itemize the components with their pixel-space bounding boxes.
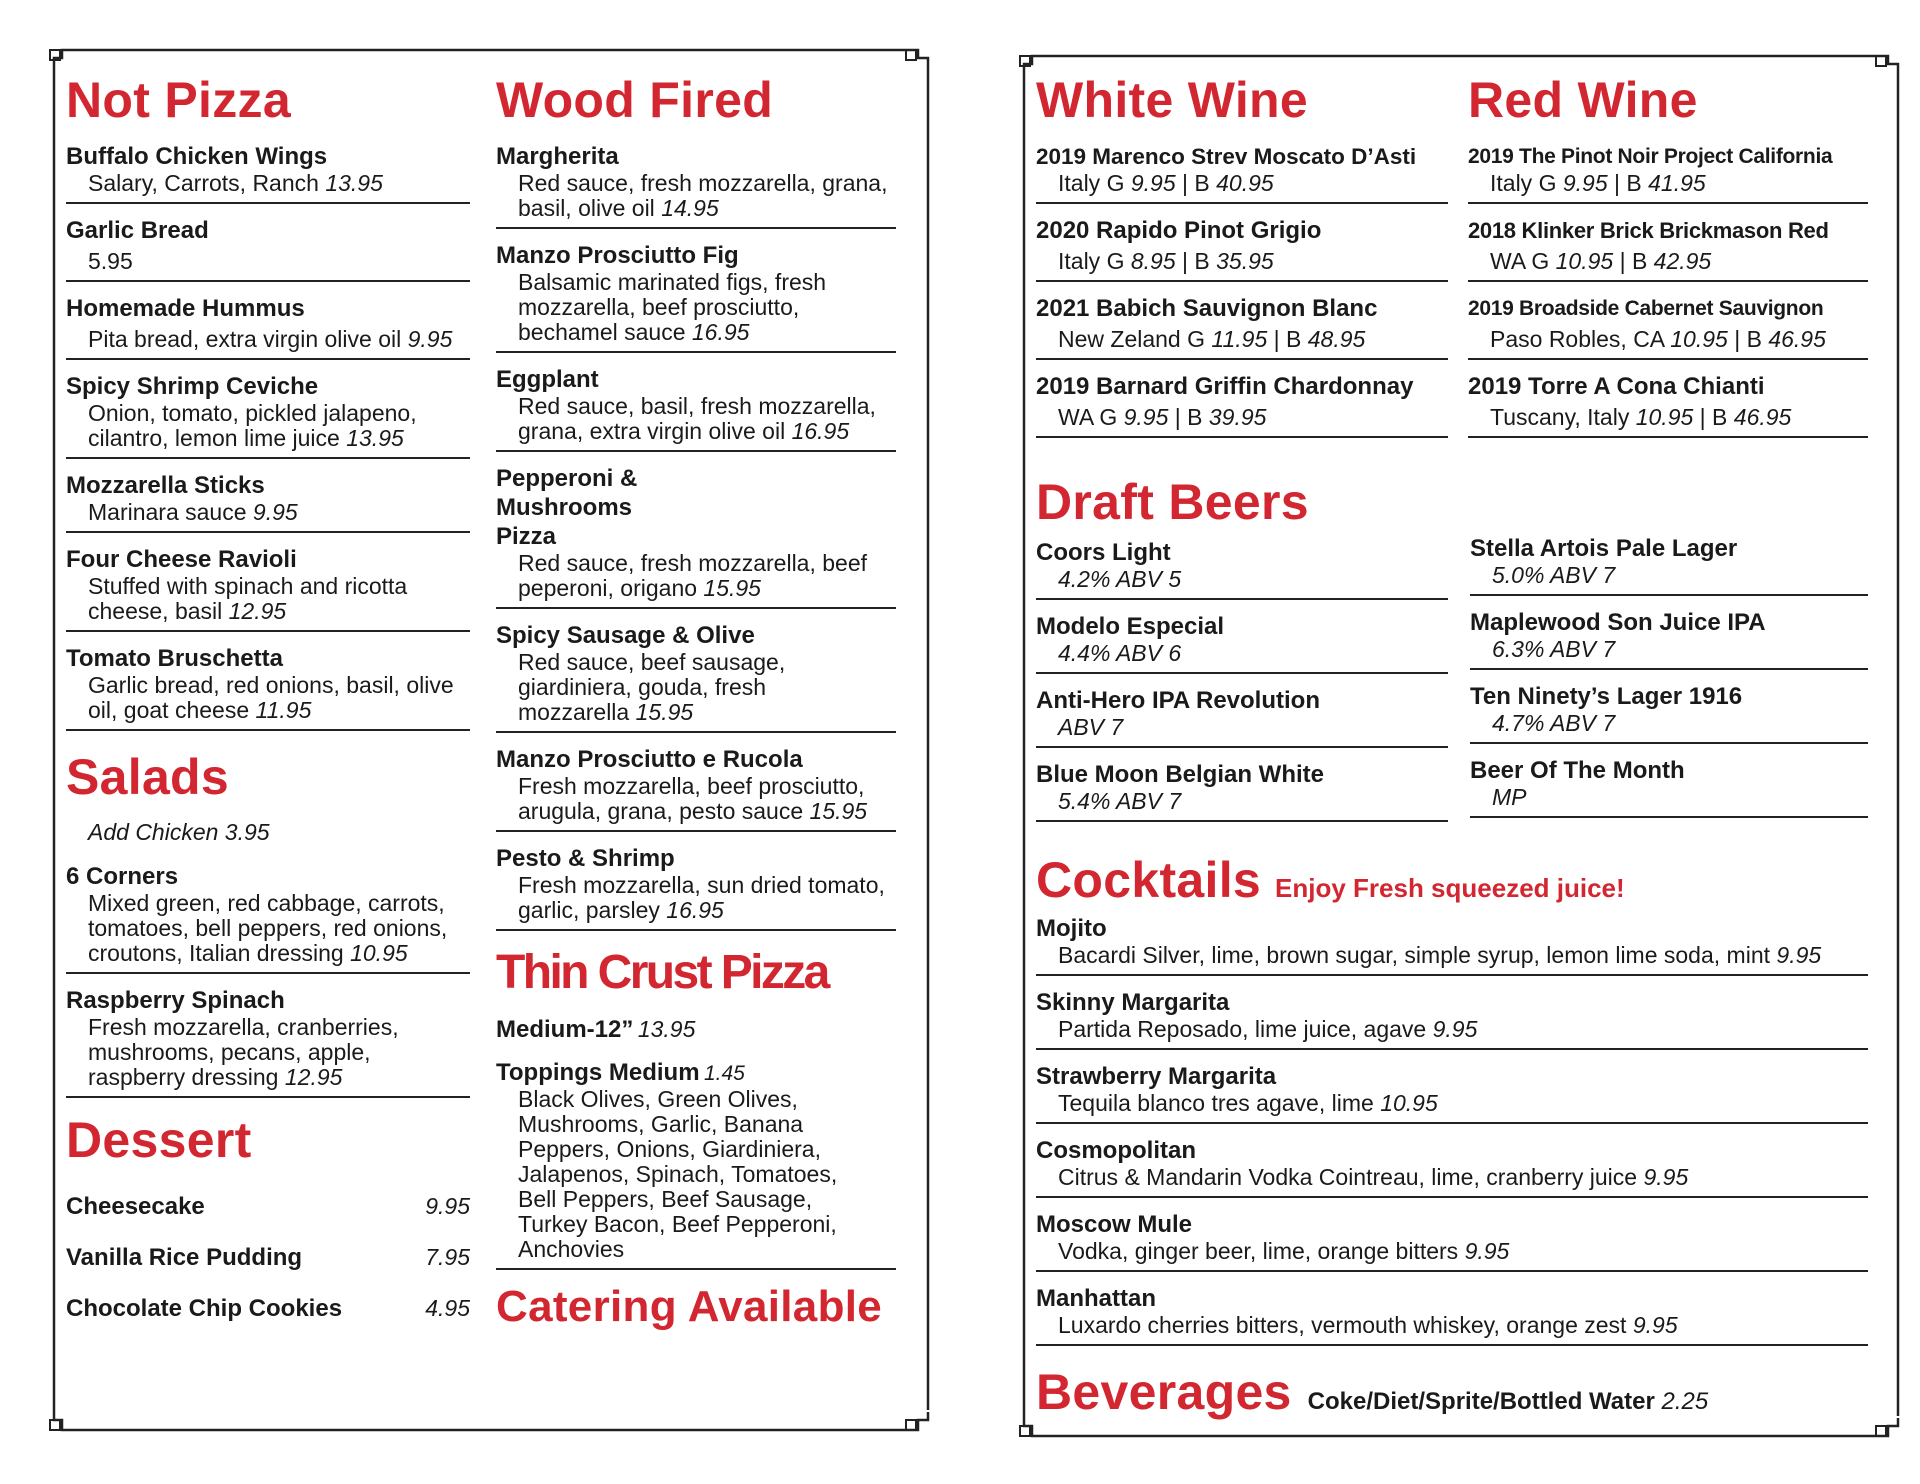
item-price: 15.95: [703, 575, 761, 601]
section-title-thin-crust: Thin Crust Pizza: [496, 946, 828, 999]
item-price: 9.95: [407, 326, 453, 352]
divider: [1470, 816, 1868, 818]
item-price: 10.95: [1380, 1090, 1438, 1116]
medium-size-label: Medium-12”: [496, 1016, 634, 1043]
beer-detail: 4.4% ABV 6: [1058, 640, 1182, 666]
item-price: 13.95: [325, 170, 383, 196]
item-price: 10.95: [350, 940, 408, 966]
wine-prices: New Zeland G 11.95 | B 48.95: [1058, 326, 1366, 352]
item-name: Cheesecake: [66, 1193, 205, 1220]
item-price: 5.95: [88, 248, 133, 274]
section-title-cocktails: Cocktails: [1036, 852, 1262, 908]
item-price: 15.95: [635, 699, 694, 725]
item-desc: Red sauce, basil, fresh mozzarella, grana, extra virgin olive oil 16.95: [518, 393, 876, 444]
item-desc: Marinara sauce 9.95: [88, 499, 298, 525]
wine-prices: Tuscany, Italy 10.95 | B 46.95: [1490, 404, 1792, 430]
wine-item: [1468, 294, 1868, 360]
item-price: 16.95: [691, 319, 750, 345]
item-price: 14.95: [661, 195, 719, 221]
dessert-row: [66, 1243, 470, 1272]
item-name: Modelo Especial: [1036, 613, 1225, 640]
item-price: 4.95: [425, 1295, 470, 1321]
item-name: Buffalo Chicken Wings: [66, 143, 328, 170]
menu-item: [66, 372, 470, 459]
wine-prices: WA G 9.95 | B 39.95: [1058, 404, 1267, 430]
beer-item: [1470, 682, 1868, 744]
item-price: 7.95: [425, 1244, 470, 1270]
wine-prices: Paso Robles, CA 10.95 | B 46.95: [1490, 326, 1826, 352]
col-white-wine: [1036, 72, 1448, 450]
item-name: Mojito: [1036, 915, 1107, 942]
cocktail-item: [1036, 1062, 1868, 1124]
item-name: Skinny Margarita: [1036, 989, 1230, 1016]
item-name: 2021 Babich Sauvignon Blanc: [1036, 295, 1378, 322]
item-price: 9.95: [425, 1193, 470, 1219]
item-name: Homemade Hummus: [66, 295, 305, 322]
beer-item: [1470, 756, 1868, 824]
menu-item: [496, 844, 896, 931]
item-price: 12.95: [284, 1064, 343, 1090]
item-desc: Tequila blanco tres agave, lime 10.95: [1058, 1090, 1438, 1116]
item-name: Raspberry Spinach: [66, 987, 285, 1014]
item-price: 9.95: [1632, 1312, 1678, 1338]
item-name: 2019 Torre A Cona Chianti: [1468, 373, 1765, 400]
cocktail-item: [1036, 1284, 1868, 1346]
item-price: 13.95: [346, 425, 404, 451]
item-name: Coors Light: [1036, 539, 1171, 566]
item-name: 2019 Barnard Griffin Chardonnay: [1036, 373, 1414, 400]
not-pizza-list: [66, 142, 470, 731]
wine-prices: Italy G 9.95 | B 41.95: [1490, 170, 1706, 196]
col-wood-fired: [496, 72, 896, 1332]
item-name: Chocolate Chip Cookies: [66, 1295, 343, 1322]
item-name: Ten Ninety’s Lager 1916: [1470, 683, 1743, 710]
item-price: 16.95: [791, 418, 850, 444]
menu-item: [66, 471, 470, 533]
beer-detail: 5.0% ABV 7: [1492, 562, 1616, 588]
menu-item: [66, 216, 470, 282]
toppings-label: Toppings Medium: [496, 1059, 700, 1086]
item-name: Moscow Mule: [1036, 1211, 1193, 1238]
menu-item: [66, 986, 470, 1098]
section-title-dessert: Dessert: [66, 1112, 252, 1168]
item-name: 2019 Broadside Cabernet Sauvignon: [1468, 297, 1824, 320]
item-price: 9.95: [1643, 1164, 1689, 1190]
item-name: Pepperoni & Mushrooms Pizza: [496, 465, 638, 550]
item-name: Garlic Bread: [66, 217, 209, 244]
beer-detail: ABV 7: [1058, 714, 1124, 740]
item-price: 9.95: [1464, 1238, 1510, 1264]
catering-available: Catering Available: [496, 1282, 883, 1331]
beer-item: [1036, 760, 1448, 822]
item-desc: Mixed green, red cabbage, carrots, tomatoes, bell peppers, red onions, croutons, Italian dressing 10.95: [88, 890, 448, 966]
item-name: 2019 The Pinot Noir Project California: [1468, 145, 1833, 168]
item-desc: Vodka, ginger beer, lime, orange bitters 9.95: [1058, 1238, 1510, 1264]
wine-item: [1468, 142, 1868, 204]
beer-detail: 5.4% ABV 7: [1058, 788, 1182, 814]
salads-note: Add Chicken 3.95: [88, 819, 270, 845]
dessert-row: [66, 1192, 470, 1221]
item-name: 2020 Rapido Pinot Grigio: [1036, 217, 1322, 244]
section-title-beverages: Beverages: [1036, 1364, 1292, 1420]
item-name: Strawberry Margarita: [1036, 1063, 1277, 1090]
item-price: 9.95: [252, 499, 298, 525]
cocktail-item: [1036, 914, 1868, 976]
item-desc: Citrus & Mandarin Vodka Cointreau, lime, cranberry juice 9.95: [1058, 1164, 1689, 1190]
beer-col-right: [1470, 534, 1868, 836]
cocktail-item: [1036, 1210, 1868, 1272]
item-desc: Salary, Carrots, Ranch 13.95: [88, 170, 383, 196]
item-desc: Bacardi Silver, lime, brown sugar, simple syrup, lemon lime soda, mint 9.95: [1058, 942, 1822, 968]
menu-item: [66, 545, 470, 632]
draft-beers-section: [1036, 474, 1868, 836]
item-name: 6 Corners: [66, 863, 179, 890]
beer-item: [1470, 608, 1868, 670]
item-name: Spicy Sausage & Olive: [496, 622, 755, 649]
item-desc: Fresh mozzarella, cranberries, mushrooms, pecans, apple, raspberry dressing 12.95: [88, 1014, 399, 1090]
item-name: Pesto & Shrimp: [496, 845, 675, 872]
beverages-list: Coke/Diet/Sprite/Bottled Water 2.25: [1307, 1388, 1709, 1415]
item-desc: Partida Reposado, lime juice, agave 9.95: [1058, 1016, 1478, 1042]
item-desc: Onion, tomato, pickled jalapeno, cilantro, lemon lime juice 13.95: [88, 400, 417, 451]
menu-item: [66, 862, 470, 974]
toppings-price: 1.45: [703, 1062, 745, 1085]
section-title-not-pizza: Not Pizza: [66, 72, 291, 128]
cocktails-header: [1036, 852, 1868, 914]
item-name: 2019 Marenco Strev Moscato D’Asti: [1036, 144, 1417, 169]
item-desc: Fresh mozzarella, beef prosciutto, arugula, grana, pesto sauce 15.95: [518, 773, 868, 824]
dessert-row: [66, 1294, 470, 1323]
wine-prices: Italy G 9.95 | B 40.95: [1058, 170, 1274, 196]
item-name: Cosmopolitan: [1036, 1137, 1196, 1164]
item-name: Anti-Hero IPA Revolution: [1036, 687, 1320, 714]
item-price: 9.95: [1776, 942, 1822, 968]
beer-item: [1036, 686, 1448, 748]
item-name: Mozzarella Sticks: [66, 472, 265, 499]
menu-item: [66, 644, 470, 731]
section-title-red-wine: Red Wine: [1468, 72, 1698, 128]
cocktails-tagline: Enjoy Fresh squeezed juice!: [1275, 873, 1625, 903]
item-desc: Red sauce, fresh mozzarella, grana, basil, olive oil 14.95: [518, 170, 888, 221]
beer-detail: MP: [1492, 784, 1527, 810]
item-price: 15.95: [809, 798, 868, 824]
section-title-salads: Salads: [66, 749, 230, 805]
menu-item: [66, 294, 470, 360]
item-desc: Stuffed with spinach and ricotta cheese, basil 12.95: [88, 573, 408, 624]
item-desc: Red sauce, fresh mozzarella, beef peperoni, origano 15.95: [518, 550, 868, 601]
item-price: 11.95: [255, 697, 312, 723]
food-menu-panel: [38, 32, 928, 1448]
item-name: Four Cheese Ravioli: [66, 546, 297, 573]
menu-item: [496, 745, 896, 832]
medium-price: 13.95: [637, 1016, 696, 1042]
beer-item: [1470, 534, 1868, 596]
thin-crust-toppings: [496, 1058, 896, 1270]
item-desc: Pita bread, extra virgin olive oil 9.95: [88, 326, 453, 352]
menu-item: [496, 621, 896, 733]
item-name: Blue Moon Belgian White: [1036, 761, 1324, 788]
item-name: Manzo Prosciutto Fig: [496, 242, 739, 269]
menu-item: [496, 142, 896, 229]
menu-item: [496, 464, 896, 609]
wine-item: [1036, 294, 1448, 360]
item-price: 12.95: [228, 598, 287, 624]
beer-columns: [1036, 535, 1868, 836]
section-title-white-wine: White Wine: [1036, 72, 1308, 128]
section-title-draft-beers: Draft Beers: [1036, 474, 1309, 530]
beverages-price: 2.25: [1661, 1388, 1709, 1415]
item-price: 9.95: [1432, 1016, 1478, 1042]
menu-item: [66, 142, 470, 204]
wine-item: [1468, 372, 1868, 438]
beer-col-left: [1036, 538, 1448, 836]
wine-prices: WA G 10.95 | B 42.95: [1490, 248, 1712, 274]
beer-detail: 6.3% ABV 7: [1492, 636, 1616, 662]
item-name: Manzo Prosciutto e Rucola: [496, 746, 803, 773]
wine-item: [1036, 216, 1448, 282]
item-desc: Fresh mozzarella, sun dried tomato, garlic, parsley 16.95: [518, 872, 885, 923]
wine-item: [1036, 372, 1448, 438]
menu-item: [496, 241, 896, 353]
toppings-header: [496, 1058, 896, 1087]
beer-item: [1036, 612, 1448, 674]
item-name: Maplewood Son Juice IPA: [1470, 609, 1766, 636]
item-name: Stella Artois Pale Lager: [1470, 535, 1738, 562]
col-not-pizza: [66, 72, 470, 1345]
item-desc: Luxardo cherries bitters, vermouth whiskey, orange zest 9.95: [1058, 1312, 1678, 1338]
wine-item: [1036, 142, 1448, 204]
item-price: 16.95: [666, 897, 724, 923]
col-red-wine: [1468, 72, 1868, 450]
beverages-row: [1036, 1364, 1868, 1420]
item-name: 2018 Klinker Brick Brickmason Red: [1468, 218, 1829, 243]
drinks-menu-panel: [1008, 38, 1898, 1454]
cocktails-section: [1036, 852, 1868, 1420]
item-name: Margherita: [496, 143, 619, 170]
item-name: Vanilla Rice Pudding: [66, 1244, 303, 1271]
item-desc: Balsamic marinated figs, fresh mozzarella, beef prosciutto, bechamel sauce 16.95: [518, 269, 827, 345]
item-name: Beer Of The Month: [1470, 757, 1685, 784]
wine-item: [1468, 216, 1868, 282]
item-name: Spicy Shrimp Ceviche: [66, 373, 319, 400]
toppings-list: Black Olives, Green Olives, Mushrooms, Garlic, Banana Peppers, Onions, Giardiniera, Jalapenos, Spinach, Tomatoes, Bell Peppers, Beef Sausage, Turkey Bacon, Beef Pepperoni, Anchovies: [518, 1086, 838, 1262]
menu-item: [496, 365, 896, 452]
section-title-wood-fired: Wood Fired: [496, 72, 774, 128]
wine-prices: Italy G 8.95 | B 35.95: [1058, 248, 1274, 274]
cocktail-item: [1036, 988, 1868, 1050]
beer-detail: 4.2% ABV 5: [1058, 566, 1182, 592]
thin-crust-medium: [496, 1015, 896, 1050]
beer-detail: 4.7% ABV 7: [1492, 710, 1616, 736]
item-name: Manhattan: [1036, 1285, 1156, 1312]
item-desc: Garlic bread, red onions, basil, olive oil, goat cheese 11.95: [88, 672, 454, 723]
beer-item: [1036, 538, 1448, 600]
item-desc: Red sauce, beef sausage, giardiniera, gouda, fresh mozzarella 15.95: [518, 649, 786, 725]
item-name: Tomato Bruschetta: [66, 645, 283, 672]
cocktail-item: [1036, 1136, 1868, 1198]
item-name: Eggplant: [496, 366, 599, 393]
